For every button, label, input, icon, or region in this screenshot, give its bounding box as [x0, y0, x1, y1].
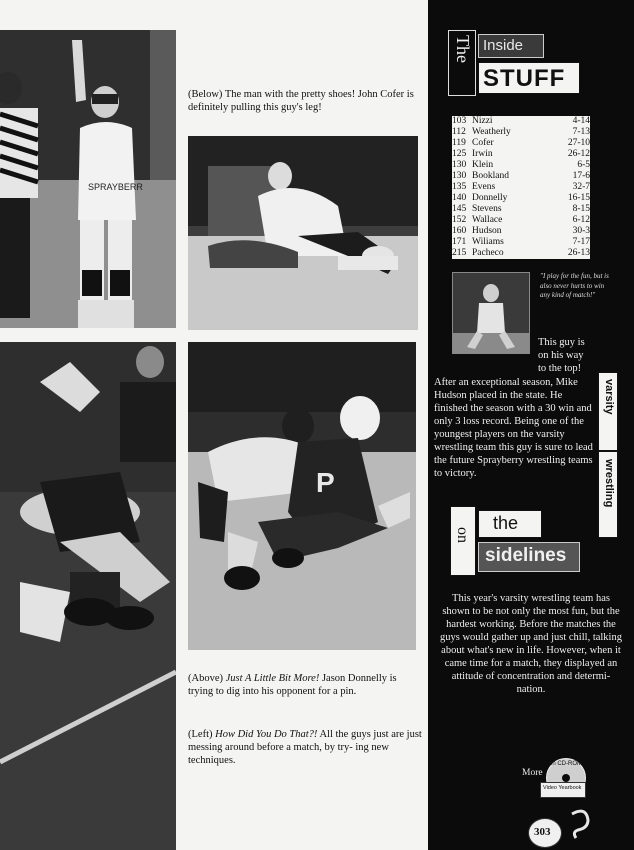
roster-name: Cofer: [472, 138, 494, 148]
caption-above: [188, 672, 424, 698]
roster-name: Pacheco: [472, 248, 504, 258]
roster-record: 32-7: [572, 182, 590, 192]
roster-name: Donnelly: [472, 193, 508, 203]
photo-cofer-leg-pull: [188, 136, 418, 330]
page-number-badge: [528, 818, 562, 848]
roster-name: Hudson: [472, 226, 502, 236]
roster-weight: 140: [452, 193, 467, 203]
roster-record: 17-6: [572, 171, 590, 181]
roster-name: Stevens: [472, 204, 502, 214]
jersey-text: SPRAYBERR: [88, 182, 143, 192]
roster-row: [452, 226, 590, 237]
roster-name: Wiliams: [472, 237, 504, 247]
roster-record: 26-12: [567, 149, 590, 159]
stuff-text: STUFF: [483, 65, 566, 92]
roster-row: [452, 193, 590, 204]
the-box: [448, 30, 476, 96]
roster-record: 7-17: [572, 237, 590, 247]
sidelines-the-text: the: [493, 513, 519, 533]
roster-record: 6-12: [572, 215, 590, 225]
more-label: More: [522, 768, 543, 778]
video-tape-icon: [540, 782, 586, 798]
roster-weight: 112: [452, 127, 466, 137]
swirl-decoration-icon: [566, 806, 596, 842]
roster-record: 7-13: [572, 127, 590, 137]
roster-weight: 130: [452, 171, 467, 181]
roster-row: [452, 127, 590, 138]
sidelines-header: [450, 506, 582, 576]
inside-box: [478, 34, 544, 58]
inside-stuff-header: [448, 30, 580, 96]
roster-weight: 119: [452, 138, 466, 148]
practice-illustration: [0, 342, 176, 850]
photo-donnelly-pin: [188, 342, 416, 650]
page-number: 303: [534, 826, 551, 838]
video-tape-text: Video Yearbook: [543, 785, 582, 791]
caption-above-text: Jason Donnelly is trying to dig into his opponent for a pin.: [188, 673, 397, 697]
roster-name: Wallace: [472, 215, 503, 225]
roster-weight: 160: [452, 226, 467, 236]
roster-record: 30-3: [572, 226, 590, 236]
roster-record: 8-15: [572, 204, 590, 214]
hudson-bio-line1: This guy is: [538, 337, 585, 348]
sidelines-paragraph: This year's varsity wrestling team has shown to be not only the most fun, but the hardest working. Before the matches the guys would gather up and just chill, talking about what's new in life. However, when it came time for a match, they displayed an attitude of concentration and determi- nation.: [440, 593, 622, 695]
roster-weight: 152: [452, 215, 467, 225]
roster-name: Bookland: [472, 171, 509, 181]
roster-weight: 130: [452, 160, 467, 170]
caption-left: [188, 728, 424, 767]
on-box: [450, 506, 476, 576]
roster-weight: 135: [452, 182, 467, 192]
hudson-illustration: [453, 273, 529, 353]
roster-record: 27-10: [567, 138, 590, 148]
caption-left-text: All the guys just are just messing around before a match, by try- ing new techniques.: [188, 729, 422, 766]
caption-left-title: How Did You Do That?!: [215, 729, 318, 740]
roster-weight: 215: [452, 248, 467, 258]
tab-divider: [598, 450, 618, 452]
roster-row: [452, 237, 590, 248]
sidelines-box: [478, 542, 580, 572]
cd-rom-text: on CD-ROM: [549, 761, 583, 767]
roster-row: [452, 182, 590, 193]
roster-row: [452, 215, 590, 226]
roster-weight: 125: [452, 149, 467, 159]
roster-row: [452, 138, 590, 149]
roster-name: Irwin: [472, 149, 493, 159]
on-text: on: [454, 527, 471, 543]
photo-mike-hudson: [452, 272, 530, 354]
roster-name: Klein: [472, 160, 494, 170]
leg-pull-illustration: [188, 136, 418, 330]
hudson-bio-line2: on his way: [538, 350, 584, 361]
roster-name: Evens: [472, 182, 496, 192]
roster-weight: 145: [452, 204, 467, 214]
wrestling-text: wrestling: [603, 459, 615, 508]
svg-text:P: P: [316, 467, 335, 498]
roster-record: 4-14: [572, 116, 590, 126]
roster-weight: 103: [452, 116, 467, 126]
roster-record: 26-13: [567, 248, 590, 258]
the-sidelines-box: [478, 510, 542, 538]
roster-row: [452, 149, 590, 160]
the-text: The: [453, 35, 473, 63]
caption-below-text: (Below) The man with the pretty shoes! John Cofer is definitely pulling this guy's leg!: [188, 89, 414, 113]
donnelly-illustration: [188, 342, 416, 650]
caption-below: [188, 88, 420, 114]
hudson-quote: "I play for the fun, but is also never hurts to win any kind of match!": [540, 272, 609, 299]
roster-row: [452, 204, 590, 215]
hudson-bio-text: After an exceptional season, Mike Hudson placed in the state. He finished the season with a 30 win and only 3 loss record. Being one of the youngest players on the varsity wrestling team this guy is sure to lead the future Sprayberry wrestling teams to victory.: [434, 377, 593, 479]
caption-above-title: Just A Little Bit More!: [225, 673, 320, 684]
sidelines-text: sidelines: [485, 545, 567, 566]
roster-name: Weatherly: [472, 127, 511, 137]
roster-row: [452, 248, 590, 259]
roster-row: [452, 171, 590, 182]
caption-left-label: (Left): [188, 729, 216, 740]
varsity-text: varsity: [603, 379, 615, 415]
roster-row: [452, 116, 590, 127]
roster-list: [452, 116, 590, 259]
hudson-bio-line3: to the top!: [538, 363, 582, 374]
photo-practice-techniques: [0, 342, 176, 850]
stuff-box: [478, 62, 580, 94]
roster-weight: 171: [452, 237, 467, 247]
inside-text: Inside: [483, 37, 524, 54]
roster-record: 16-15: [567, 193, 590, 203]
photo-referee-raising-hand: [0, 30, 176, 328]
roster-name: Nizzi: [472, 116, 493, 126]
roster-row: [452, 160, 590, 171]
roster-record: 6-5: [577, 160, 590, 170]
caption-above-label: (Above): [188, 673, 226, 684]
varsity-wrestling-tab: [598, 372, 618, 538]
referee-wrestler-illustration: [0, 30, 176, 328]
